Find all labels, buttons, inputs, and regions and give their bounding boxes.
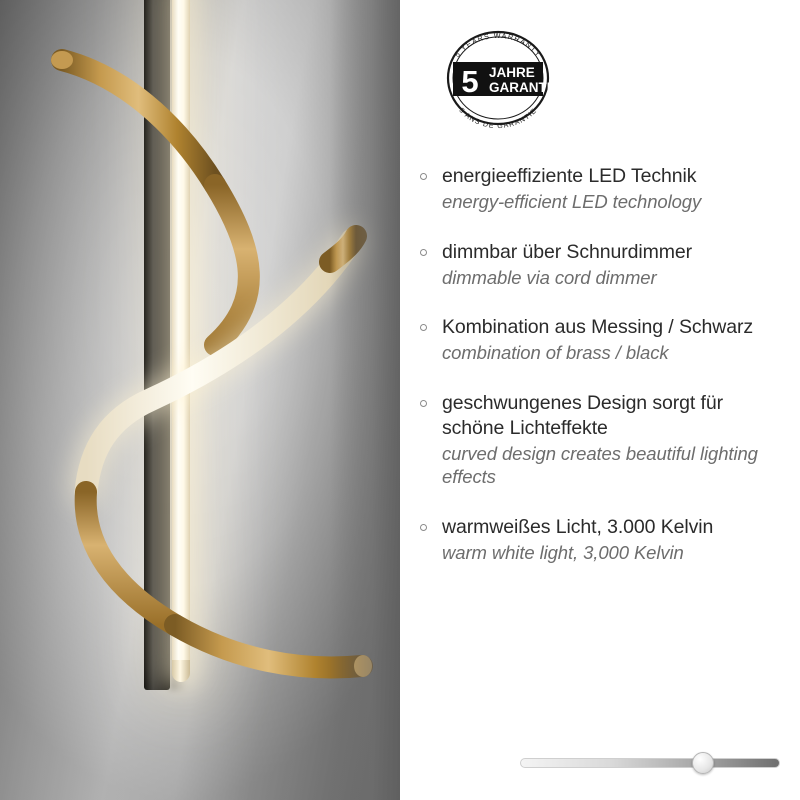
feature-list (416, 164, 788, 591)
feature-item (416, 515, 788, 565)
warranty-badge (434, 26, 562, 130)
feature-label-en: curved design creates beautiful lighting effects (442, 442, 758, 488)
slider-thumb[interactable] (692, 752, 714, 774)
photo-right-edge-shading (330, 0, 400, 800)
svg-text:5 YEARS WARRANTY (453, 31, 544, 59)
feature-label-de: energieeffiziente LED Technik (442, 165, 697, 187)
badge-line2: GARANTIE (489, 80, 560, 95)
badge-bottom-text: 5 ANS DE GARANTIE (457, 107, 539, 130)
bullet-icon (420, 524, 427, 531)
bullet-icon (420, 249, 427, 256)
badge-top-text: 5 YEARS WARRANTY (452, 30, 544, 59)
feature-label-en: combination of brass / black (442, 342, 669, 364)
feature-label-de: geschwungenes Design sorgt für schöne Lichteffekte (442, 391, 723, 439)
feature-item (416, 164, 788, 214)
feature-label-en: energy-efficient LED technology (442, 190, 702, 212)
feature-item (416, 240, 788, 290)
bullet-icon (420, 324, 427, 331)
badge-number: 5 (461, 64, 479, 99)
feature-item (416, 391, 788, 489)
bullet-icon (420, 400, 427, 407)
feature-label-de: dimmbar über Schnurdimmer (442, 240, 693, 263)
feature-label-de: warmweißes Licht, 3.000 Kelvin (442, 516, 714, 539)
feature-label-de: Kombination aus Messing / Schwarz (442, 316, 754, 339)
zoom-slider[interactable] (520, 752, 780, 774)
slider-track[interactable] (520, 758, 780, 768)
bullet-icon (420, 173, 427, 180)
feature-label-en: dimmable via cord dimmer (442, 266, 657, 288)
feature-item (416, 315, 788, 365)
feature-label-en: warm white light, 3,000 Kelvin (442, 542, 684, 564)
badge-line1: JAHRE (489, 65, 535, 80)
